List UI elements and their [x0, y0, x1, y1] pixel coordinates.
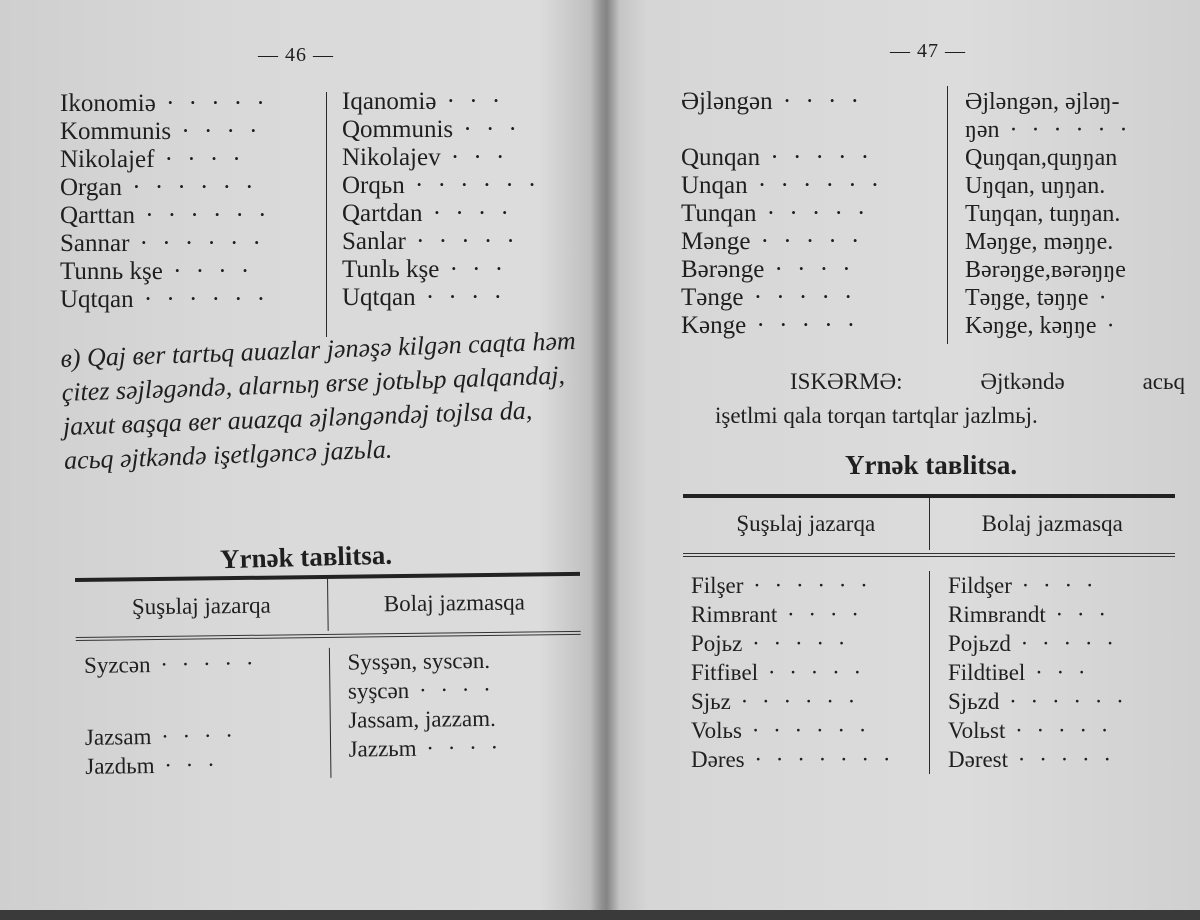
list-item: Tunnь kşe · · · ·: [60, 258, 254, 285]
list-item: Uqtqan · · · · · ·: [60, 286, 270, 313]
table-heading: Yrnək taвlitsa.: [219, 539, 393, 575]
list-item: Qommunis · · ·: [342, 116, 521, 143]
table-cell: Jazdьm · · ·: [85, 752, 219, 779]
list-item: Sanlar · · · · ·: [342, 228, 519, 255]
list-item: Tunlь kşe · · ·: [342, 256, 508, 283]
note-block: [685, 365, 1185, 433]
column-divider: [947, 86, 948, 344]
header-cell-right: Bolaj jazmasqa: [929, 498, 1176, 550]
note-label: ISKƏRMƏ:: [790, 369, 903, 394]
list-item: Sannar · · · · · ·: [60, 230, 265, 257]
table-cell: Dəres · · · · · · ·: [691, 747, 895, 772]
list-item: Uŋqan, uŋŋan.: [965, 173, 1106, 199]
example-table: [683, 494, 1175, 774]
table-cell: Fildşer · · · ·: [948, 573, 1098, 598]
table-cell: Pojьz · · · · ·: [691, 631, 850, 656]
page-number: — 47 —: [890, 40, 966, 62]
list-item: Tunqan · · · · ·: [681, 200, 870, 227]
table-cell: syşcən · · · ·: [347, 676, 496, 704]
table-cell: Jazzьm · · · ·: [348, 734, 503, 762]
table-column-left: [76, 648, 330, 781]
note-text: Əjtkəndə: [980, 369, 1065, 394]
list-item: Mənge · · · · ·: [681, 228, 864, 255]
list-item: Tuŋqan, tuŋŋan.: [965, 201, 1121, 227]
list-item: Kommunis · · · ·: [60, 118, 262, 145]
list-item: Bərənge · · · ·: [681, 256, 855, 283]
header-cell-left: Şuşьlaj jazarqa: [131, 592, 271, 620]
list-item: Təŋge, təŋŋe ·: [965, 285, 1111, 311]
list-item: Uqtqan · · · ·: [342, 284, 506, 311]
list-item: Unqan · · · · · ·: [681, 172, 884, 199]
list-item: Quŋqan,quŋŋan: [965, 145, 1118, 171]
table-cell: Fildtiвel · · ·: [948, 660, 1090, 685]
table-cell: Sjьzd · · · · · ·: [948, 689, 1128, 714]
list-item: Organ · · · · · ·: [60, 174, 258, 201]
word-list-right: [965, 88, 1131, 340]
table-cell: Sjьz · · · · · ·: [691, 689, 860, 714]
table-cell: Sysşən, syscən.: [347, 647, 491, 675]
list-item: Əjləngən, əjləŋ-: [965, 89, 1120, 115]
table-header: [683, 498, 1175, 550]
note-text: acьq: [1142, 369, 1185, 394]
list-item: [681, 116, 883, 144]
table-cell: Filşer · · · · · ·: [691, 573, 872, 598]
page-number: — 46 —: [258, 44, 334, 66]
rule-paragraph: в) Qaj вer tartьq auazlar jənəşə kilgən caqta həm çitez səjləgəndə, alarnьŋ вrse jotьlьp qalqandaj, jaxut вaşqa вer auazqa əjləngəndəj tojlsa da, acьq əjtkəndə işetlgəncə jazьla.: [60, 326, 577, 475]
right-page: [615, 0, 1200, 910]
word-list-left: [60, 90, 270, 314]
table-header-rule: [683, 553, 1175, 554]
table-cell: Rimвrant · · · ·: [691, 602, 863, 627]
list-item: Ikonomiə · · · · ·: [60, 90, 269, 117]
list-item: ŋən · · · · · ·: [965, 117, 1132, 143]
table-column-left: [683, 571, 929, 774]
word-list-right: [342, 88, 540, 312]
list-item: Qarttan · · · · · ·: [60, 202, 271, 229]
table-heading: Yrnək taвlitsa.: [845, 450, 1018, 480]
table-body: [683, 571, 1175, 774]
list-item: Kənge · · · · ·: [681, 312, 860, 339]
table-cell: Volьst · · · · ·: [948, 718, 1113, 743]
list-item: Nikolajev · · ·: [342, 144, 509, 171]
table-column-right: [929, 571, 1175, 774]
list-item: Bərəŋge,вərəŋŋe: [965, 257, 1126, 283]
list-item: Qunqan · · · · ·: [681, 144, 874, 171]
table-cell: Pojьzd · · · · ·: [948, 631, 1118, 656]
list-item: Orqьn · · · · · ·: [342, 172, 541, 199]
table-cell: Jazsam · · · ·: [84, 723, 238, 750]
list-item: Kəŋge, kəŋŋe ·: [965, 313, 1119, 339]
left-page: [0, 0, 600, 910]
list-item: Əjləngən · · · ·: [681, 88, 863, 115]
list-item: Tənge · · · · ·: [681, 284, 857, 311]
table-cell: Dərest · · · · ·: [948, 747, 1116, 772]
word-list-left: [681, 88, 883, 340]
column-divider: [326, 92, 327, 337]
table-body: [76, 645, 583, 781]
table-cell: Fitfiвel · · · · ·: [691, 660, 866, 685]
table-cell: [84, 677, 329, 709]
list-item: Nikolajef · · · ·: [60, 146, 245, 173]
table-cell: Volьs · · · · · ·: [691, 718, 871, 743]
list-item: Iqanomiə · · ·: [342, 88, 505, 115]
table-cell: Syzcən · · · · ·: [83, 650, 258, 678]
table-cell: Rimвrandt · · ·: [948, 602, 1110, 627]
table-cell: Jassam, jazzam.: [348, 705, 496, 733]
header-cell-left: Şuşьlaj jazarqa: [736, 511, 876, 536]
header-cell-right: Bolaj jazmasqa: [327, 576, 581, 631]
table-column-right: [328, 645, 582, 778]
list-item: Məŋge, məŋŋe.: [965, 229, 1114, 255]
example-table: [75, 572, 582, 781]
note-text: işetlmi qala torqan tartqlar jazlmьj.: [715, 403, 1038, 428]
table-header: [75, 576, 581, 634]
list-item: Qartdan · · · ·: [342, 200, 513, 227]
